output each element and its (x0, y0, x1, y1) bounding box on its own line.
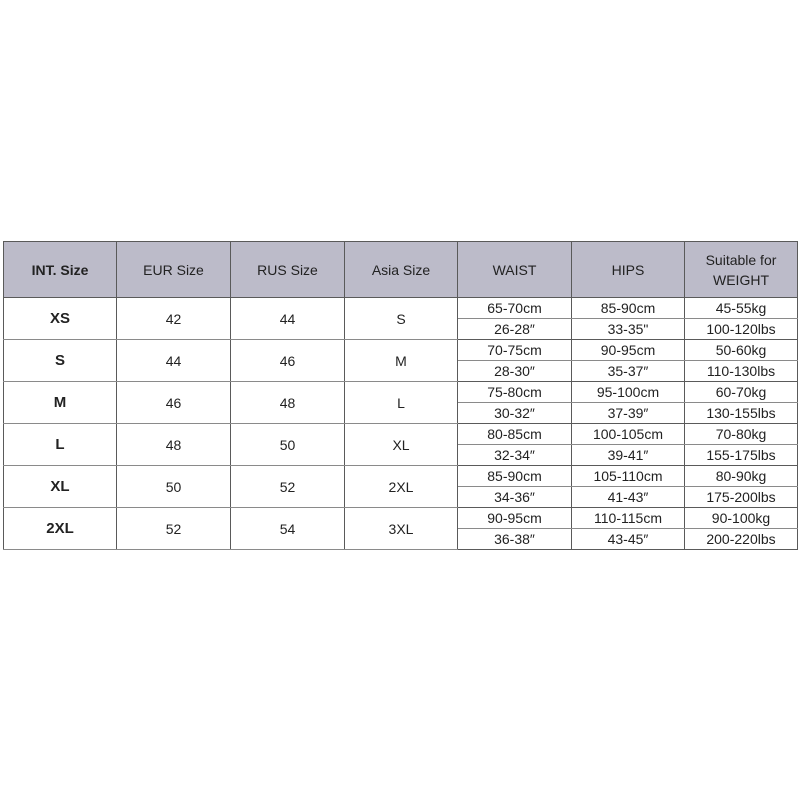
table-row (4, 466, 798, 487)
eur-size-cell: 50 (117, 466, 231, 508)
int-size-cell: XS (4, 298, 117, 340)
weight-lbs-cell: 130-155lbs (685, 403, 798, 424)
rus-size-cell: 52 (231, 466, 345, 508)
hips-cm-cell: 90-95cm (572, 340, 685, 361)
weight-kg-cell: 70-80kg (685, 424, 798, 445)
size-chart-table (3, 241, 798, 550)
weight-lbs-cell: 200-220lbs (685, 529, 798, 550)
header-rus-size: RUS Size (231, 242, 345, 298)
rus-size-cell: 54 (231, 508, 345, 550)
header-weight (685, 242, 798, 298)
waist-cm-cell: 70-75cm (458, 340, 572, 361)
int-size-cell: S (4, 340, 117, 382)
hips-cm-cell: 95-100cm (572, 382, 685, 403)
waist-cm-cell: 85-90cm (458, 466, 572, 487)
waist-in-cell: 34-36″ (458, 487, 572, 508)
header-eur-size: EUR Size (117, 242, 231, 298)
hips-in-cell: 37-39″ (572, 403, 685, 424)
hips-in-cell: 41-43″ (572, 487, 685, 508)
weight-kg-cell: 90-100kg (685, 508, 798, 529)
int-size-cell: L (4, 424, 117, 466)
eur-size-cell: 46 (117, 382, 231, 424)
asia-size-cell: 2XL (345, 466, 458, 508)
asia-size-cell: S (345, 298, 458, 340)
waist-in-cell: 36-38″ (458, 529, 572, 550)
asia-size-cell: 3XL (345, 508, 458, 550)
rus-size-cell: 48 (231, 382, 345, 424)
int-size-cell: XL (4, 466, 117, 508)
rus-size-cell: 44 (231, 298, 345, 340)
header-weight-line-1: Suitable for (705, 251, 777, 268)
eur-size-cell: 48 (117, 424, 231, 466)
weight-lbs-cell: 110-130lbs (685, 361, 798, 382)
waist-in-cell: 32-34″ (458, 445, 572, 466)
header-asia-size: Asia Size (345, 242, 458, 298)
table-row (4, 424, 798, 445)
header-int-size: INT. Size (4, 242, 117, 298)
header-hips: HIPS (572, 242, 685, 298)
int-size-cell: M (4, 382, 117, 424)
header-waist: WAIST (458, 242, 572, 298)
waist-cm-cell: 75-80cm (458, 382, 572, 403)
weight-kg-cell: 80-90kg (685, 466, 798, 487)
hips-in-cell: 35-37″ (572, 361, 685, 382)
weight-kg-cell: 60-70kg (685, 382, 798, 403)
weight-lbs-cell: 100-120lbs (685, 319, 798, 340)
weight-kg-cell: 45-55kg (685, 298, 798, 319)
hips-cm-cell: 100-105cm (572, 424, 685, 445)
waist-in-cell: 28-30″ (458, 361, 572, 382)
hips-in-cell: 33-35" (572, 319, 685, 340)
weight-lbs-cell: 155-175lbs (685, 445, 798, 466)
int-size-cell: 2XL (4, 508, 117, 550)
hips-in-cell: 39-41″ (572, 445, 685, 466)
waist-in-cell: 30-32″ (458, 403, 572, 424)
header-weight-line-2: WEIGHT (713, 271, 769, 288)
weight-lbs-cell: 175-200lbs (685, 487, 798, 508)
table-row (4, 340, 798, 361)
asia-size-cell: L (345, 382, 458, 424)
waist-in-cell: 26-28″ (458, 319, 572, 340)
waist-cm-cell: 80-85cm (458, 424, 572, 445)
rus-size-cell: 46 (231, 340, 345, 382)
eur-size-cell: 44 (117, 340, 231, 382)
table-row (4, 382, 798, 403)
asia-size-cell: M (345, 340, 458, 382)
header-row (4, 242, 798, 298)
eur-size-cell: 52 (117, 508, 231, 550)
waist-cm-cell: 90-95cm (458, 508, 572, 529)
hips-cm-cell: 85-90cm (572, 298, 685, 319)
weight-kg-cell: 50-60kg (685, 340, 798, 361)
hips-in-cell: 43-45″ (572, 529, 685, 550)
hips-cm-cell: 105-110cm (572, 466, 685, 487)
table-row (4, 298, 798, 319)
hips-cm-cell: 110-115cm (572, 508, 685, 529)
waist-cm-cell: 65-70cm (458, 298, 572, 319)
table-row (4, 508, 798, 529)
rus-size-cell: 50 (231, 424, 345, 466)
asia-size-cell: XL (345, 424, 458, 466)
eur-size-cell: 42 (117, 298, 231, 340)
